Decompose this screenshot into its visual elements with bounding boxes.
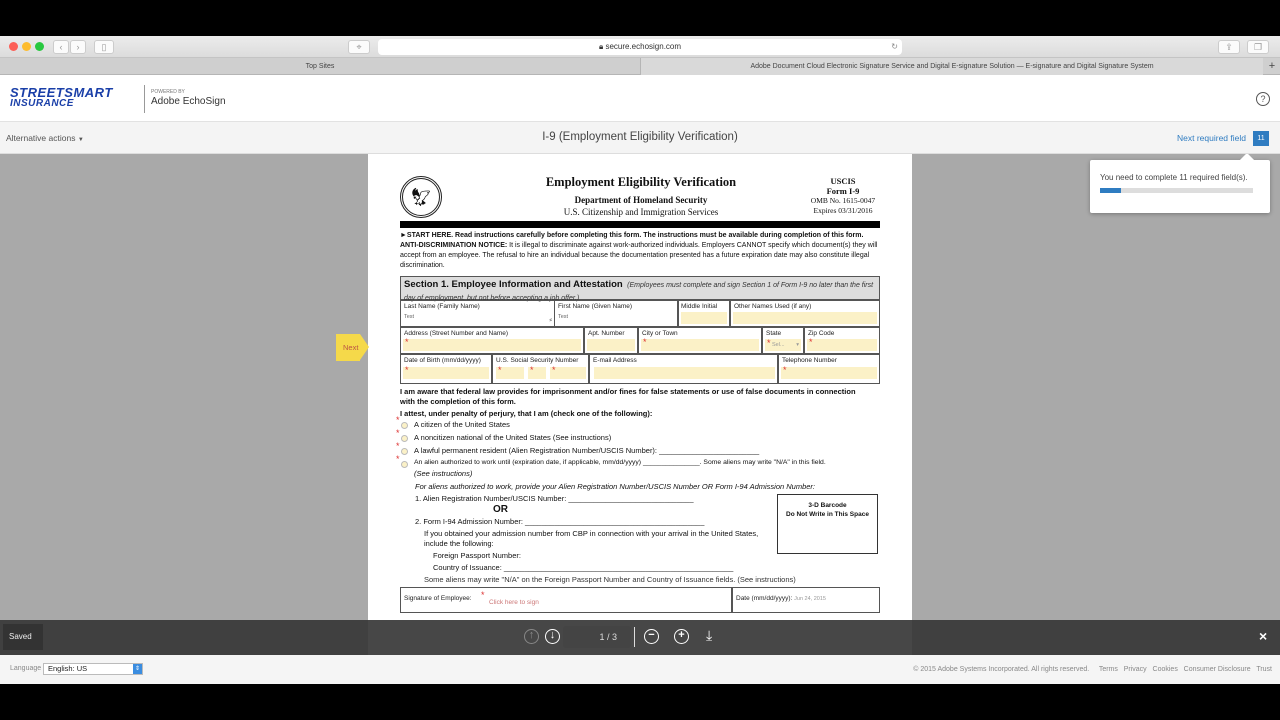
form-page: 🦅︎ Employment Eligibility Verification Department of Homeland Security U.S. Citizenship and Immigration Services USCIS Form I-9 OMB No. 1615-0047 Expires 03/31/2016 ►START HERE. Read instructions carefully before completing this form. The instructions must be available during completion of this form. ANTI-DISCRIMINATION NOTICE: It is illegal to discriminate against work-authorized individuals. Employers CANNOT specify which document(s) they will accept from an employee. The refusal to hire an individual because the documentation presented has a future expiration date may also constitute illegal discrimination. Section 1. Employee Information and Attestation (Employees must complete and sign Section 1 of Form I-9 no later than the first day of employment, but not before accepting a job offer.) Last Name (Family Name) Test ⸗ First Name (Given Name) Test Middle Initial Other Names Used (if any) Address (Street Number and Name) * Apt. Number City or Town * State * Sel... ▾ Zip Code * Date of Birth (mm/dd/yyyy) * U.S. Social Security Number * * * E-mail Address Telephone Number * I am aware that federal law provides for imprisonment and/or fines for false statements or use of false documents in connection with the completion of this form. I attest, under penalty of perjury, that I am (check one of the following): * A citizen of the United States * A noncitizen national of the United States (See instructions) * A lawful permanent resident (Alien Registration Number/USCIS Number): ________________________ * An alien authorized to work until (expiration date, if applicable, mm/dd/yyyy) _______________. Some aliens may write "N/A" in this field. (See instructions) For aliens authorized to work, provide your Alien Registration Number/USCIS Number OR Form I-94 Admission Number: 1. Alien Registration Number/USCIS Number: ______________________________ OR 2. Form I-94 Admission Number: ___________________________________________ If you obtained your admission number from CBP in connection with your arrival in the United States, include the following: Foreign Passport Number: Country of Issuance: _______________________________________________________ Some aliens may write "N/A" on the Foreign Passport Number and Country of Issuance fields. (See instructions) 3-D Barcode Do Not Write in This Space Signature of Employee: * Click here to sign Date (mm/dd/yyyy): $_{Jun 24, 2015}$ (368, 154, 912, 655)
close-window-button[interactable] (9, 42, 18, 51)
dob-field[interactable]: Date of Birth (mm/dd/yyyy) * (400, 354, 492, 384)
form-id-block: USCIS Form I-9 OMB No. 1615-0047 Expires 03/31/2016 (810, 176, 876, 215)
ssn-field[interactable]: U.S. Social Security Number * * * (492, 354, 589, 384)
tab-echosign[interactable]: Adobe Document Cloud Electronic Signature Service and Digital E-signature Solution — E-signature and Digital Signature System (641, 58, 1263, 75)
required-fields-popup (1090, 160, 1270, 213)
close-toolbar-button[interactable]: × (1259, 628, 1268, 644)
lock-icon: 🔒︎ (598, 42, 606, 51)
tab-bar (0, 58, 1280, 75)
signature-date-field[interactable]: Date (mm/dd/yyyy): $_{Jun 24, 2015}$ (732, 587, 880, 613)
next-required-field-link[interactable]: Next required field (1177, 133, 1246, 143)
city-field[interactable]: City or Town * (638, 327, 762, 354)
product-name: Adobe EchoSign (151, 96, 226, 107)
telephone-field[interactable]: Telephone Number * (778, 354, 880, 384)
dhs-seal-icon: 🦅︎ (400, 176, 442, 218)
next-field-tab[interactable]: Next (336, 334, 360, 361)
attest-statement: I attest, under penalty of perjury, that I am (check one of the following): (400, 409, 653, 418)
state-select[interactable]: State * Sel... ▾ (762, 327, 804, 354)
required-count-badge[interactable]: 11 (1253, 131, 1269, 146)
form-title: Employment Eligibility Verification (545, 175, 737, 189)
page-footer (0, 655, 1280, 684)
tabs-overview-icon[interactable]: ❐ (1247, 40, 1269, 54)
trust-link[interactable]: Trust (1256, 666, 1272, 673)
country-line[interactable]: Country of Issuance: _______________________________________________________ (433, 563, 734, 572)
help-icon[interactable]: ? (1256, 92, 1270, 106)
alternative-actions-menu[interactable]: Alternative actions ▼ (6, 133, 84, 143)
next-page-icon[interactable]: ↓ (545, 629, 560, 644)
section-1-header: Section 1. Employee Information and Attestation (Employees must complete and sign Section 1 of Form I-9 no later than the first day of employment, but not before accepting a job offer.) (400, 276, 880, 300)
url-text: secure.echosign.com (605, 42, 682, 51)
privacy-link[interactable]: Privacy (1123, 666, 1147, 673)
edit-icon: ⸗ (549, 315, 552, 324)
employee-signature-field[interactable]: Signature of Employee: * Click here to sign (400, 587, 732, 613)
apt-number-field[interactable]: Apt. Number (584, 327, 638, 354)
zip-code-field[interactable]: Zip Code * (804, 327, 880, 354)
document-title: I-9 (Employment Eligibility Verification) (542, 131, 738, 143)
streetsmart-logo: STREETSMART INSURANCE (10, 85, 113, 109)
passport-number-line[interactable]: Foreign Passport Number: (433, 551, 521, 560)
consumer-disclosure-link[interactable]: Consumer Disclosure (1183, 666, 1251, 673)
i94-number-line[interactable]: 2. Form I-94 Admission Number: ___________________________________________ (415, 517, 705, 526)
or-label: OR (493, 504, 508, 515)
reload-icon[interactable]: ↻ (891, 42, 898, 51)
pin-icon[interactable]: ⌖ (348, 40, 370, 54)
minimize-window-button[interactable] (22, 42, 31, 51)
address-field[interactable]: Address (Street Number and Name) * (400, 327, 584, 354)
document-titlebar (0, 122, 1280, 154)
popup-message: You need to complete 11 required field(s). (1100, 173, 1248, 182)
other-names-field[interactable]: Other Names Used (if any) (730, 300, 880, 327)
back-icon[interactable]: ‹ (53, 40, 69, 54)
for-aliens-note: For aliens authorized to work, provide your Alien Registration Number/USCIS Number OR Form I-94 Admission Number: (415, 482, 816, 491)
barcode-box: 3-D Barcode Do Not Write in This Space (777, 494, 878, 554)
alien-reg-number-line[interactable]: 1. Alien Registration Number/USCIS Number: ______________________________ (415, 494, 694, 503)
previous-page-icon[interactable]: ↑ (524, 629, 539, 644)
first-name-field[interactable]: First Name (Given Name) Test (555, 300, 678, 327)
saved-status: Saved (3, 624, 43, 650)
start-here-notice: ►START HERE. Read instructions carefully before completing this form. The instructions must be available during completion of this form. ANTI-DISCRIMINATION NOTICE: It is illegal to discriminate against work-authorized individuals. Employers CANNOT specify which document(s) they will accept from an employee. The refusal to hire an individual because the documentation presented has a future expiration date may also constitute illegal discrimination. (400, 232, 878, 269)
chevron-down-icon: ▾ (796, 342, 799, 348)
terms-link[interactable]: Terms (1098, 666, 1118, 673)
powered-by-label: POWERED BY (151, 89, 185, 95)
document-viewer[interactable] (0, 154, 1280, 655)
zoom-in-icon[interactable]: + (674, 629, 689, 644)
sidebar-icon[interactable]: ▯ (94, 40, 114, 54)
app-header (0, 75, 1280, 122)
chevron-down-icon: ▼ (77, 137, 84, 143)
page-number-input[interactable]: 1 / 3 (563, 626, 631, 648)
form-agency: U.S. Citizenship and Immigration Services (563, 207, 719, 217)
footer-links (913, 666, 1272, 673)
language-label: Language (10, 665, 42, 672)
form-dept: Department of Homeland Security (574, 195, 708, 205)
tab-top-sites[interactable]: Top Sites (0, 58, 641, 75)
download-icon[interactable]: ⤓ (706, 627, 713, 643)
required-progress-bar (1100, 188, 1253, 193)
copyright: © 2015 Adobe Systems Incorporated. All rights reserved. (913, 666, 1090, 673)
last-name-field[interactable]: Last Name (Family Name) Test ⸗ (400, 300, 555, 327)
cookies-link[interactable]: Cookies (1152, 666, 1178, 673)
header-rule (400, 221, 880, 228)
radio-citizen (401, 422, 408, 429)
forward-icon[interactable]: › (70, 40, 86, 54)
viewer-toolbar (0, 620, 1280, 655)
some-aliens-note: Some aliens may write "N/A" on the Foreign Passport Number and Country of Issuance fields. (See instructions) (424, 575, 796, 584)
awareness-statement: I am aware that federal law provides for imprisonment and/or fines for false statements or use of false documents in connection with the completion of this form. (400, 387, 856, 406)
middle-initial-field[interactable]: Middle Initial (678, 300, 730, 327)
address-bar[interactable] (378, 39, 902, 55)
arrow-right-icon (360, 334, 369, 360)
share-icon[interactable]: ⇪ (1218, 40, 1240, 54)
browser-toolbar (0, 36, 1280, 58)
zoom-out-icon[interactable]: − (644, 629, 659, 644)
chevron-updown-icon: ⇕ (134, 666, 141, 672)
cbp-note: If you obtained your admission number from CBP in connection with your arrival in the United States, include the following: (424, 529, 759, 548)
language-select[interactable]: English: US ⇕ (43, 663, 143, 675)
maximize-window-button[interactable] (35, 42, 44, 51)
email-field[interactable]: E-mail Address (589, 354, 778, 384)
new-tab-button[interactable]: + (1268, 60, 1276, 72)
